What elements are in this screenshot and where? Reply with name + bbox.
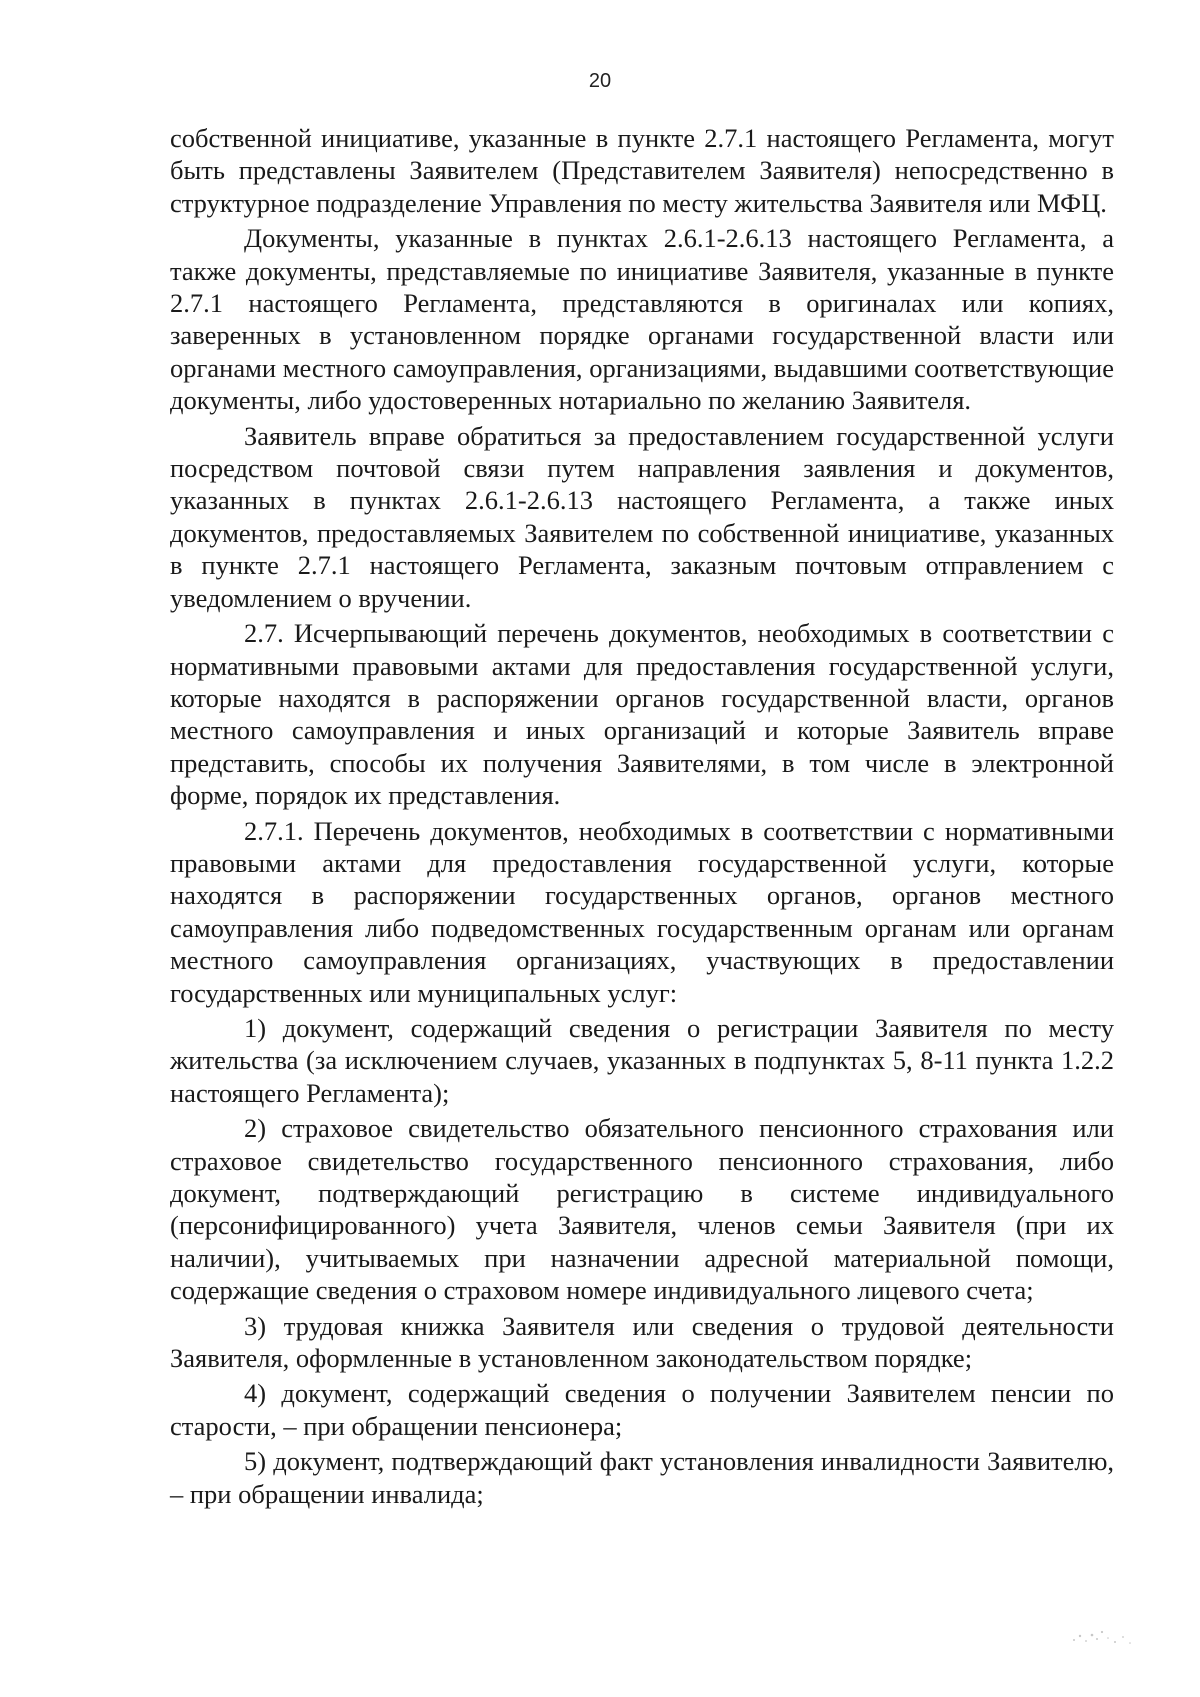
paragraph-section-2-7-1: 2.7.1. Перечень документов, необходимых в соответствии с нормативными правовыми актами для предоставления государственной услуги, которые находятся в распоряжении государственных органов, органов местного самоуправления либо подведомственных государственным органам или органам местного самоуправления организациях, участвующих в предоставлении государственных или муниципальных услуг: — [170, 815, 1114, 1008]
list-item-4: 4) документ, содержащий сведения о получении Заявителем пенсии по старости, – при обращении пенсионера; — [170, 1378, 1114, 1441]
list-item-1: 1) документ, содержащий сведения о регистрации Заявителя по месту жительства (за исключением случаев, указанных в подпунктах 5, 8-11 пункта 1.2.2 настоящего Регламента); — [170, 1012, 1114, 1108]
paragraph-postal-submission: Заявитель вправе обратиться за предоставлением государственной услуги посредством почтовой связи путем направления заявления и документов, указанных в пунктах 2.6.1-2.6.13 настоящего Регламента, а также иных документов, предоставляемых Заявителем по собственной инициативе, указанных в пункте 2.7.1 настоящего Регламента, заказным почтовым отправлением с уведомлением о вручении. — [170, 420, 1114, 613]
list-item-2: 2) страховое свидетельство обязательного пенсионного страхования или страховое свидетельство государственного пенсионного страхования, либо документ, подтверждающий регистрацию в системе индивидуального (персонифицированного) учета Заявителя, членов семьи Заявителя (при их наличии), учитываемых при назначении адресной материальной помощи, содержащие сведения о страховом номере индивидуального лицевого счета; — [170, 1113, 1114, 1306]
list-item-5: 5) документ, подтверждающий факт установления инвалидности Заявителю, – при обращении инвалида; — [170, 1446, 1114, 1509]
list-item-3: 3) трудовая книжка Заявителя или сведения о трудовой деятельности Заявителя, оформленные в установленном законодательством порядке; — [170, 1310, 1114, 1374]
paragraph-continuation: собственной инициативе, указанные в пункте 2.7.1 настоящего Регламента, могут быть представлены Заявителем (Представителем Заявителя) непосредственно в структурное подразделение Управления по месту жительства Заявителя или МФЦ. — [170, 123, 1114, 218]
document-body — [170, 122, 1114, 1513]
scan-smudge-mark — [1068, 1626, 1138, 1648]
paragraph-section-2-7: 2.7. Исчерпывающий перечень документов, необходимых в соответствии с нормативными правовыми актами для предоставления государственной услуги, которые находятся в распоряжении органов государственной власти, органов местного самоуправления и иных организаций и которые Заявитель вправе представить, способы их получения Заявителями, в том числе в электронной форме, порядок их представления. — [170, 618, 1114, 811]
page-number: 20 — [588, 70, 612, 92]
paragraph-documents-originals: Документы, указанные в пунктах 2.6.1-2.6.13 настоящего Регламента, а также документы, представляемые по инициативе Заявителя, указанные в пункте 2.7.1 настоящего Регламента, представляются в оригиналах или копиях, заверенных в установленном порядке органами государственной власти или органами местного самоуправления, организациями, выдавшими соответствующие документы, либо удостоверенных нотариально по желанию Заявителя. — [170, 223, 1114, 416]
